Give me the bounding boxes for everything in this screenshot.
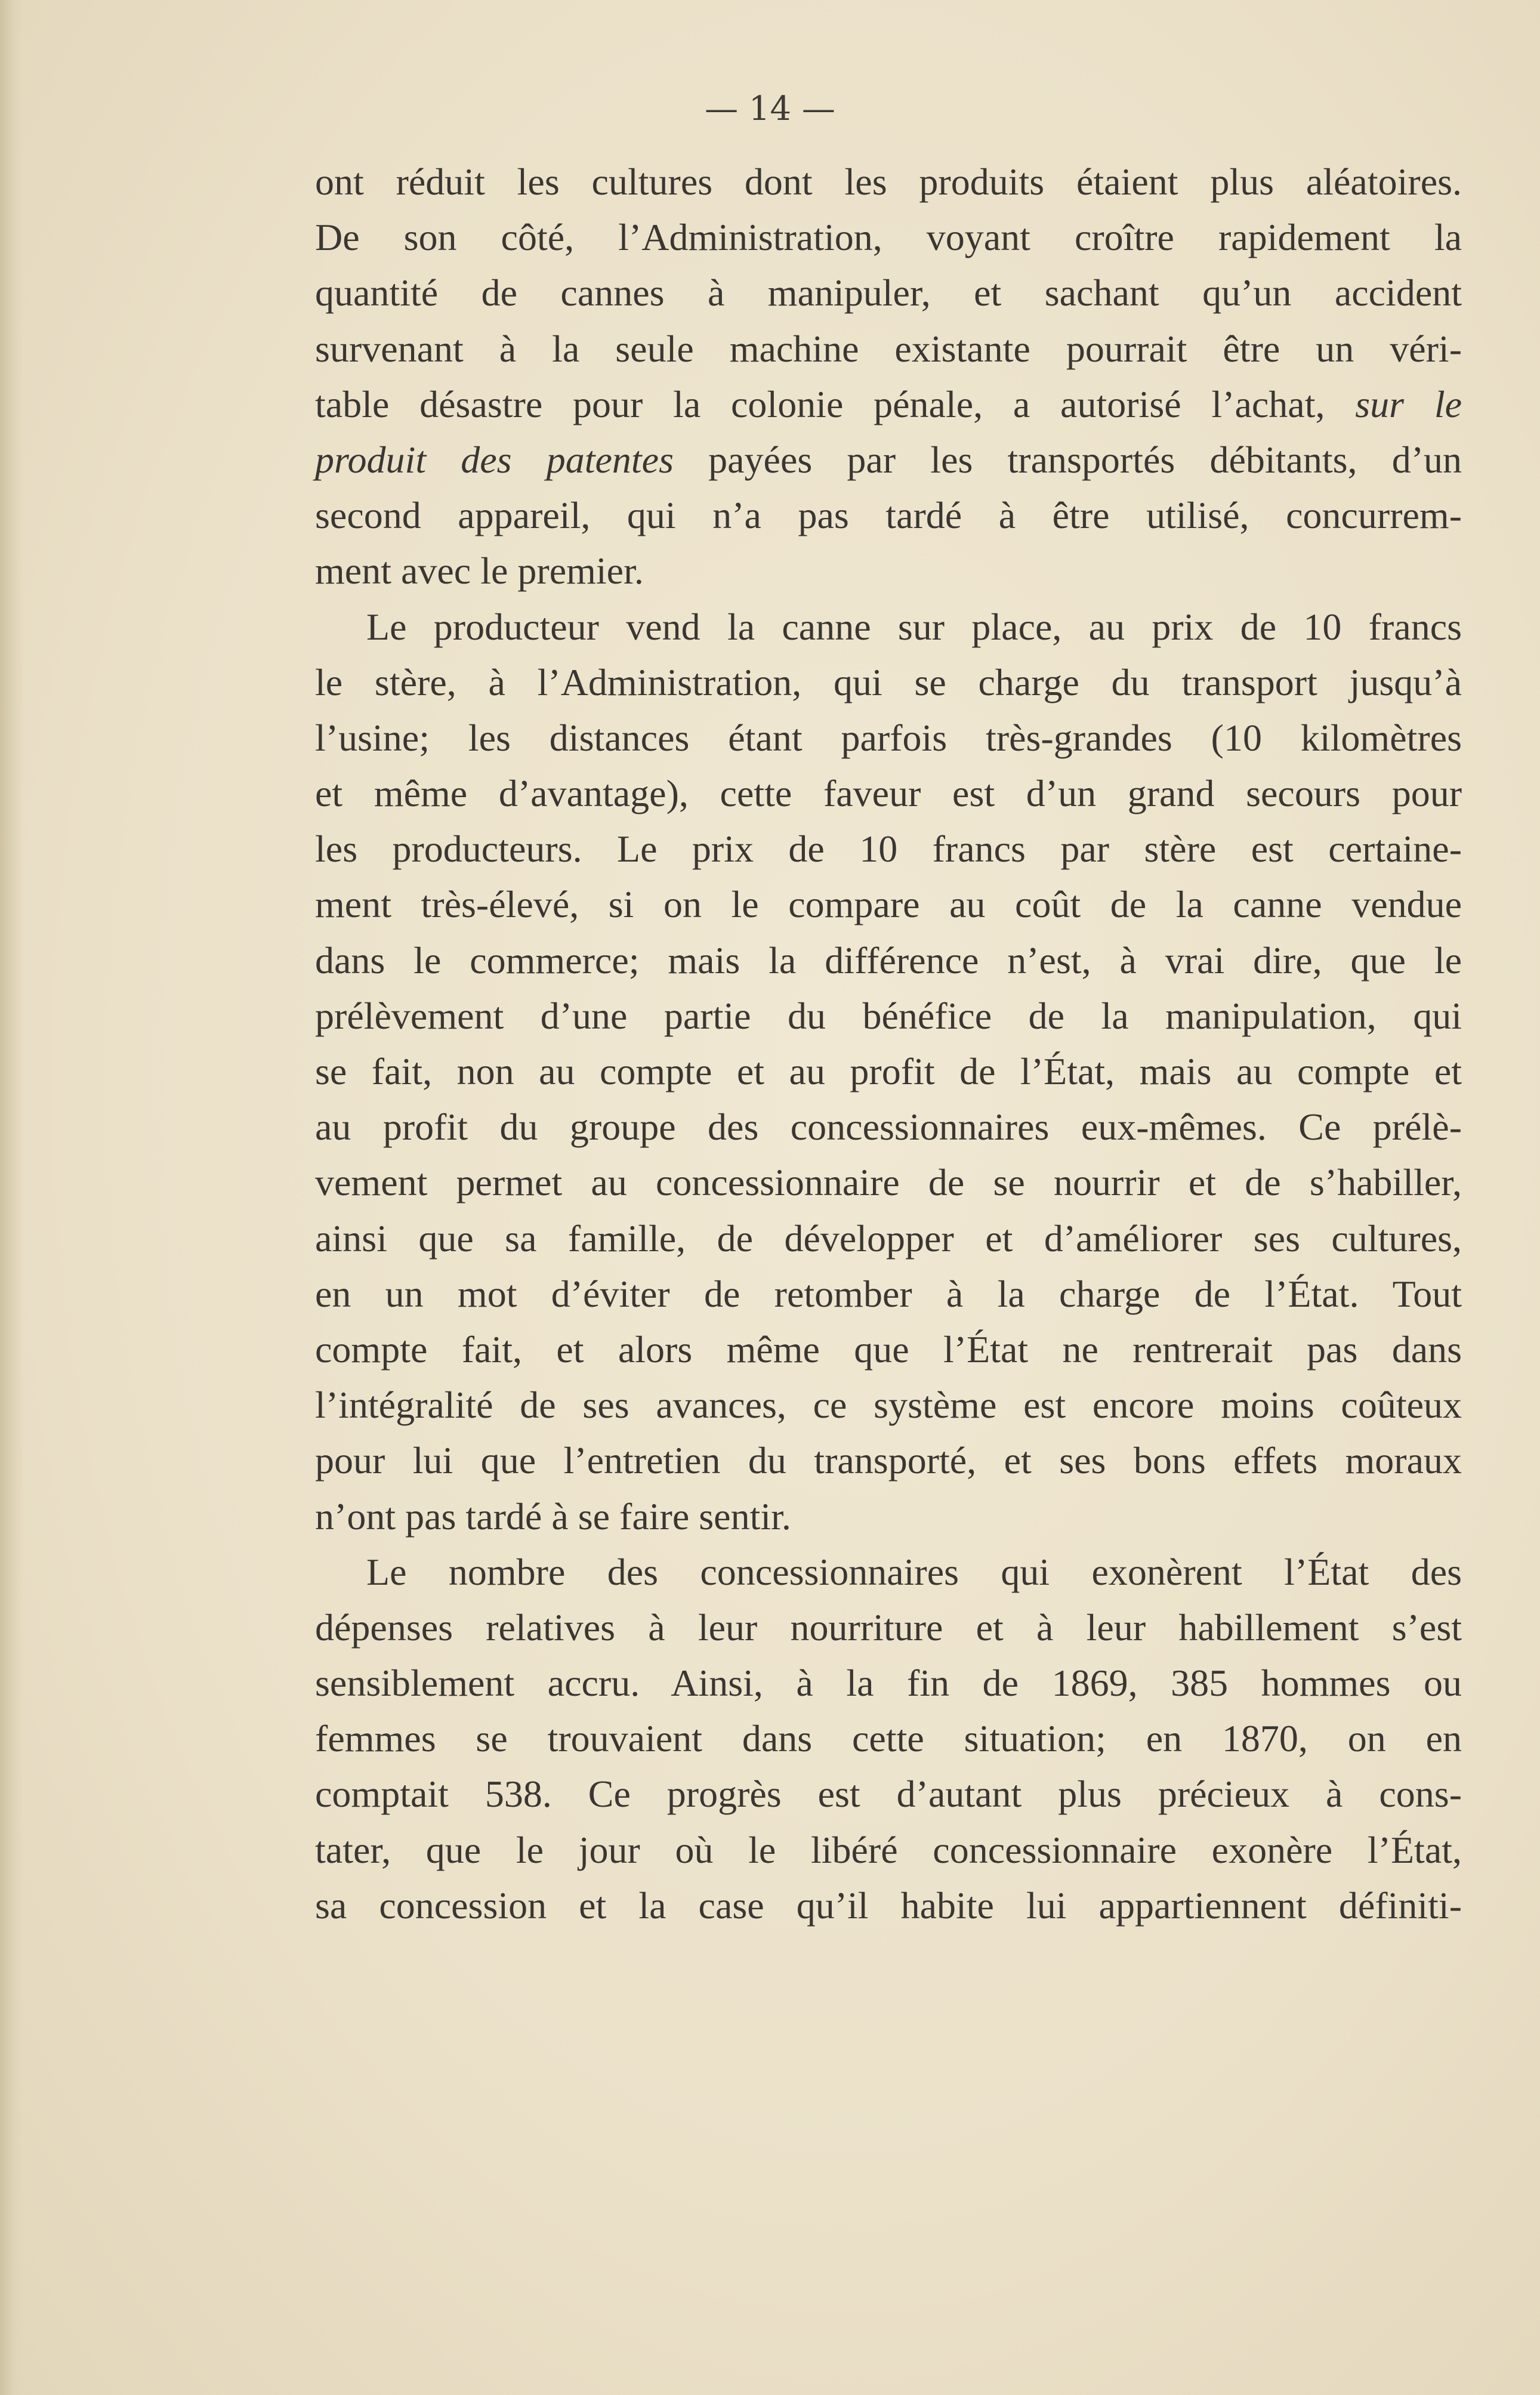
text-line: prélèvement d’une partie du bénéfice de la manipulation, qui bbox=[315, 994, 1462, 1037]
text-line: De son côté, l’Administration, voyant croître rapidement la bbox=[315, 216, 1462, 259]
text-line: comptait 538. Ce progrès est d’autant plus précieux à cons- bbox=[315, 1773, 1462, 1816]
paragraph-start-line: Le producteur vend la canne sur place, au prix de 10 francs bbox=[366, 605, 1462, 648]
text-line: vement permet au concessionnaire de se nourrir et de s’habiller, bbox=[315, 1161, 1462, 1204]
text-line: pour lui que l’entretien du transporté, et ses bons effets moraux bbox=[315, 1439, 1462, 1482]
text-line bbox=[315, 376, 1462, 432]
paragraph-end-line: ment avec le premier. bbox=[315, 550, 644, 592]
page-number: — 14 — bbox=[705, 89, 835, 128]
text-line: tater, que le jour où le libéré concessionnaire exonère l’État, bbox=[315, 1828, 1462, 1871]
text-line: compte fait, et alors même que l’État ne rentrerait pas dans bbox=[315, 1328, 1462, 1371]
page-binding-shadow bbox=[0, 0, 24, 2395]
text-line: dépenses relatives à leur nourriture et à leur habillement s’est bbox=[315, 1606, 1462, 1649]
text-line: les producteurs. Le prix de 10 francs par stère est certaine- bbox=[315, 828, 1462, 871]
paragraph-end-line: n’ont pas tardé à se faire sentir. bbox=[315, 1495, 791, 1538]
text-line: l’intégralité de ses avances, ce système est encore moins coûteux bbox=[315, 1384, 1462, 1427]
text-line: se fait, non au compte et au profit de l’État, mais au compte et bbox=[315, 1050, 1462, 1092]
text-line bbox=[315, 432, 1462, 487]
text-line: sensiblement accru. Ainsi, à la fin de 1869, 385 hommes ou bbox=[315, 1662, 1462, 1705]
italic-phrase: produit des patentes bbox=[315, 438, 674, 481]
text-line: femmes se trouvaient dans cette situation; en 1870, on en bbox=[315, 1717, 1462, 1760]
text-line: en un mot d’éviter de retomber à la charge de l’État. Tout bbox=[315, 1272, 1462, 1315]
text-line: ont réduit les cultures dont les produits étaient plus aléatoires. bbox=[315, 161, 1462, 203]
line-segment: table désastre pour la colonie pénale, a autorisé l’achat, bbox=[315, 382, 1325, 425]
text-line: et même d’avantage), cette faveur est d’un grand secours pour bbox=[315, 772, 1462, 815]
text-line: quantité de cannes à manipuler, et sachant qu’un accident bbox=[315, 271, 1462, 314]
text-line: au profit du groupe des concessionnaires eux-mêmes. Ce prélè- bbox=[315, 1106, 1462, 1149]
text-line: ainsi que sa famille, de développer et d’améliorer ses cultures, bbox=[315, 1217, 1462, 1260]
body-text bbox=[315, 154, 1462, 1933]
text-line: le stère, à l’Administration, qui se charge du transport jusqu’à bbox=[315, 661, 1462, 703]
italic-phrase: sur le bbox=[1355, 382, 1462, 425]
text-line: ment très-élevé, si on le compare au coût de la canne vendue bbox=[315, 883, 1462, 926]
text-line: second appareil, qui n’a pas tardé à être utilisé, concurrem- bbox=[315, 494, 1462, 537]
line-segment: payées par les transportés débitants, d’un bbox=[708, 438, 1462, 481]
text-line: l’usine; les distances étant parfois très-grandes (10 kilomètres bbox=[315, 716, 1462, 759]
paragraph-start-line: Le nombre des concessionnaires qui exonèrent l’État des bbox=[366, 1550, 1462, 1593]
text-line: dans le commerce; mais la différence n’est, à vrai dire, que le bbox=[315, 939, 1462, 982]
text-line: survenant à la seule machine existante pourrait être un véri- bbox=[315, 327, 1462, 370]
text-line: sa concession et la case qu’il habite lui appartiennent définiti- bbox=[315, 1884, 1462, 1927]
